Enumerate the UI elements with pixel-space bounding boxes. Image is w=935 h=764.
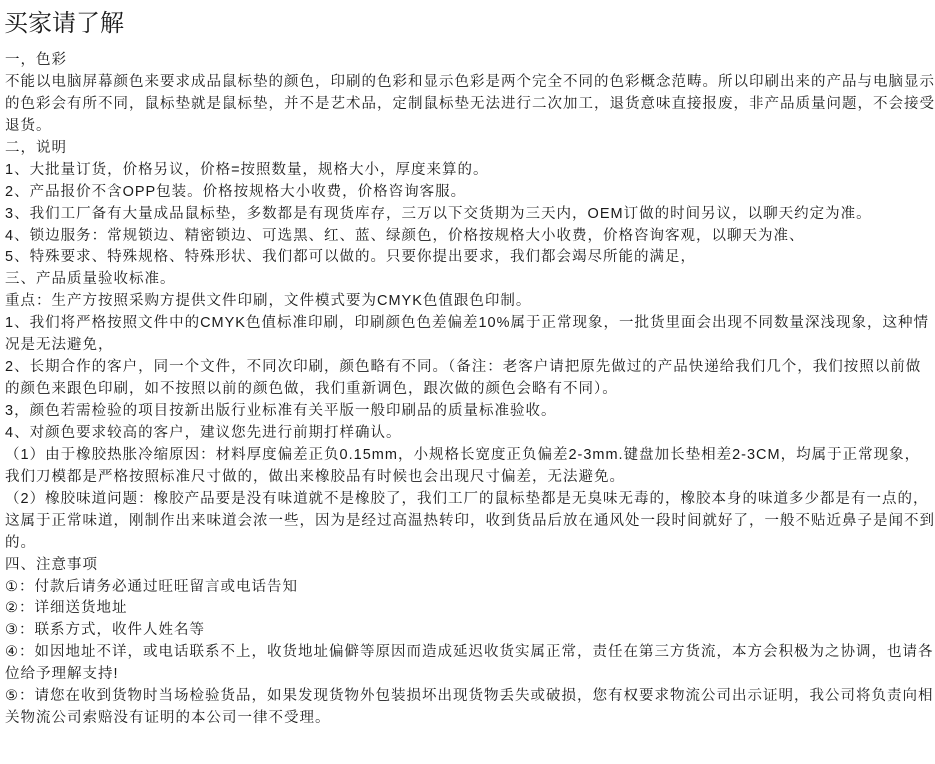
text-line: ②：详细送货地址	[5, 600, 128, 617]
text-line: 3，颜色若需检验的项目按新出版行业标准有关平版一般印刷品的质量标准验收。	[5, 403, 557, 419]
text-line: 2、长期合作的客户，同一个文件，不同次印刷，颜色略有不同。（备注：老客户请把原先做过的产品快递给我们几个，我们按照以前做	[5, 359, 922, 376]
text-line: 位给予理解支持!	[5, 666, 119, 683]
text-line: 不能以电脑屏幕颜色来要求成品鼠标垫的颜色，印刷的色彩和显示色彩是两个完全不同的色彩概念范畴。所以印刷出来的产品与电脑显示	[5, 73, 935, 90]
document-body	[5, 50, 935, 730]
text-line: 的色彩会有所不同，鼠标垫就是鼠标垫，并不是艺术品，定制鼠标垫无法进行二次加工，退货意味直接报废，非产品质量问题，不会接受	[5, 95, 935, 112]
text-line: 这属于正常味道，刚制作出来味道会浓一些，因为是经过高温热转印，收到货品后放在通风处一段时间就好了，一般不贴近鼻子是闻不到	[5, 512, 935, 529]
text-line: 的。	[5, 534, 36, 551]
text-line: 况是无法避免，	[5, 337, 114, 354]
text-line: 二，说明	[5, 139, 67, 156]
text-line: 4、对颜色要求较高的客户，建议您先进行前期打样确认。	[5, 424, 402, 441]
text-line: 重点：生产方按照采购方提供文件印刷，文件模式要为CMYK色值跟色印制。	[5, 293, 532, 310]
text-line: 四、注意事项	[5, 556, 98, 573]
text-line: 一，色彩	[5, 52, 67, 68]
text-line: ⑤：请您在收到货物时当场检验货品，如果发现货物外包装损坏出现货物丢失或破损，您有权要求物流公司出示证明，我公司将负责向相	[5, 688, 934, 705]
text-line: 我们刀模都是严格按照标准尺寸做的，做出来橡胶品有时候也会出现尺寸偏差，无法避免。	[5, 468, 625, 485]
text-line: ①：付款后请务必通过旺旺留言或电话告知	[5, 578, 298, 595]
text-line: 的颜色来跟色印刷，如不按照以前的颜色做，我们重新调色，跟次做的颜色会略有不同）。	[5, 381, 618, 398]
text-line: ③：联系方式，收件人姓名等	[5, 622, 205, 639]
text-line: 3、我们工厂备有大量成品鼠标垫，多数都是有现货库存，三万以下交货期为三天内，OEM订做的时间另议，以聊天约定为准。	[5, 205, 872, 222]
text-line: 关物流公司索赔没有证明的本公司一律不受理。	[5, 710, 331, 727]
page-title: 买家请了解	[4, 10, 124, 37]
text-line: 1、我们将严格按照文件中的CMYK色值标准印刷，印刷颜色色差偏差10%属于正常现象，一批货里面会出现不同数量深浅现象，这种情	[5, 315, 929, 332]
text-line: ④：如因地址不详，或电话联系不上，收货地址偏僻等原因而造成延迟收货实属正常，责任在第三方货流，本方会积极为之协调，也请各	[5, 644, 934, 661]
text-line: 2、产品报价不含OPP包装。价格按规格大小收费，价格咨询客服。	[5, 183, 467, 200]
text-line: 5、特殊要求、特殊规格、特殊形状、我们都可以做的。只要你提出要求，我们都会竭尽所能的满足，	[5, 249, 697, 266]
text-line: （1）由于橡胶热胀冷缩原因：材料厚度偏差正负0.15mm，小规格长宽度正负偏差2-3mm.键盘加长垫相差2-3CM，均属于正常现象，	[5, 446, 921, 463]
text-line: （2）橡胶味道问题：橡胶产品要是没有味道就不是橡胶了，我们工厂的鼠标垫都是无臭味无毒的，橡胶本身的味道多少都是有一点的，	[5, 490, 929, 507]
text-line: 1、大批量订货，价格另议，价格=按照数量，规格大小，厚度来算的。	[5, 161, 489, 178]
text-line: 三、产品质量验收标准。	[5, 271, 176, 288]
text-line: 4、锁边服务：常规锁边、精密锁边、可选黑、红、蓝、绿颜色，价格按规格大小收费，价格咨询客观，以聊天为准、	[5, 227, 805, 244]
text-line: 退货。	[5, 117, 52, 134]
